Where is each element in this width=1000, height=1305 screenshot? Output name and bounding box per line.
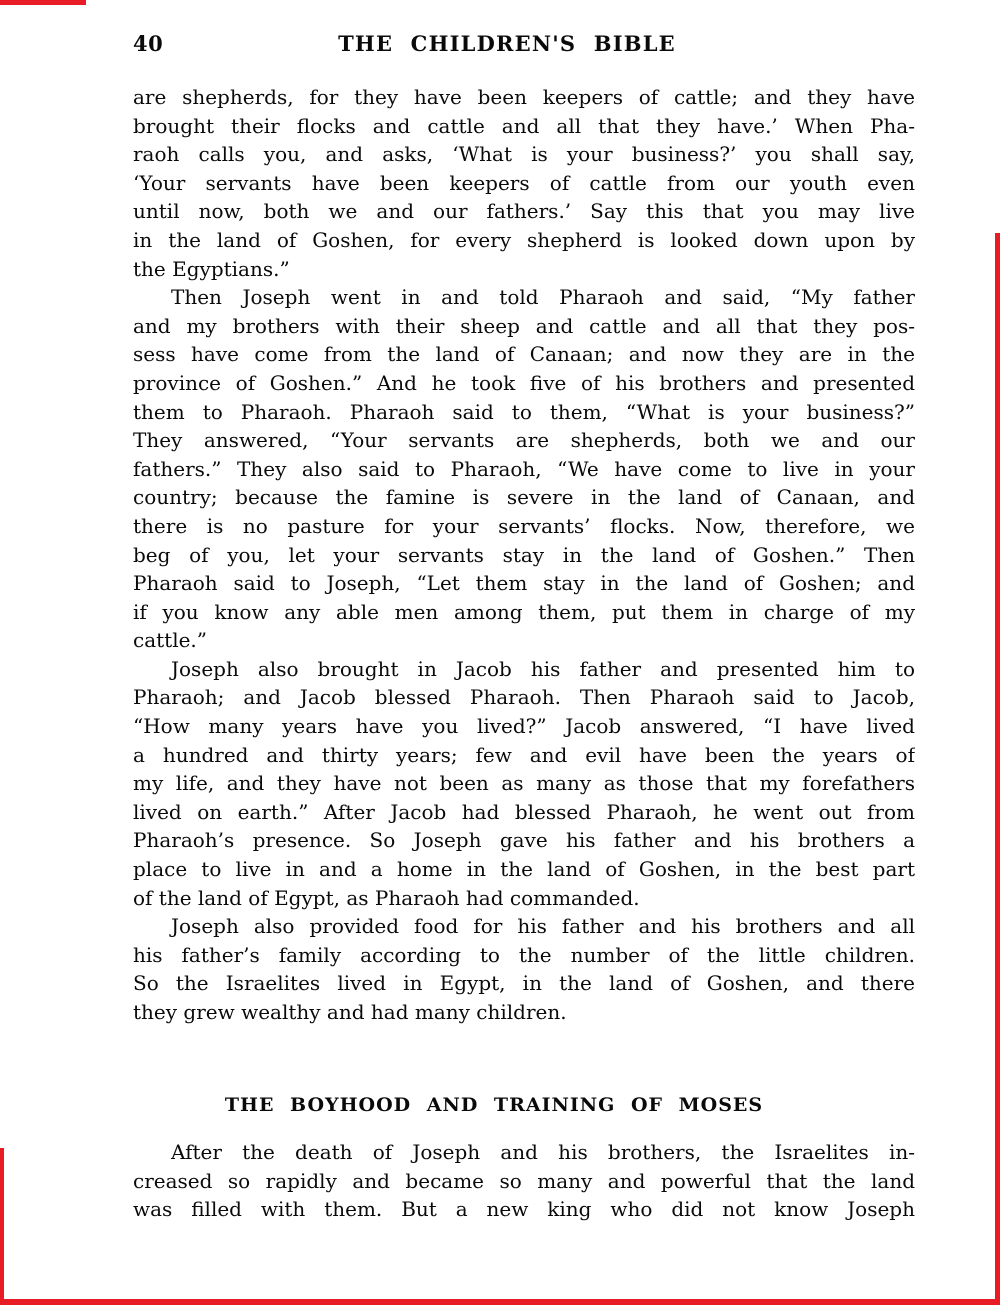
running-title: THE CHILDREN'S BIBLE [338,31,676,56]
text-line: sess have come from the land of Canaan; and now they are in the [133,342,915,367]
text-line: ‘Your servants have been keepers of cattle from our youth even [133,170,915,195]
text-line: They answered, “Your servants are shepherds, both we and our [133,428,915,453]
text-line: Joseph also provided food for his father and his brothers and all [171,914,915,939]
text-line: After the death of Joseph and his brothers, the Israelites in- [171,1140,915,1165]
text-line: Pharaoh said to Joseph, “Let them stay in the land of Goshen; and [133,571,915,596]
text-line: a hundred and thirty years; few and evil have been the years of [133,742,915,767]
paragraph [133,912,915,1026]
text-line: them to Pharaoh. Pharaoh said to them, “What is your business?” [133,399,915,424]
text-line: Pharaoh; and Jacob blessed Pharaoh. Then Pharaoh said to Jacob, [133,685,915,710]
text-line: country; because the famine is severe in the land of Canaan, and [133,485,915,510]
text-line: brought their flocks and cattle and all that they have.’ When Pha- [133,113,915,138]
right-edge-mark [995,233,1000,1305]
page-number: 40 [133,31,164,56]
text-line: there is no pasture for your servants’ flocks. Now, therefore, we [133,513,915,538]
text-line: Then Joseph went in and told Pharaoh and said, “My father [171,285,915,310]
text-line: creased so rapidly and became so many and powerful that the land [133,1168,915,1193]
text-line: if you know any able men among them, put them in charge of my [133,599,915,624]
text-line: raoh calls you, and asks, ‘What is your business?’ you shall say, [133,142,915,167]
paragraph [133,83,915,283]
text-line: they grew wealthy and had many children. [133,1000,567,1024]
paragraph [133,1138,915,1224]
paragraph [133,283,915,655]
text-line: of the land of Egypt, as Pharaoh had commanded. [133,885,640,910]
left-edge-mark [0,1148,4,1305]
text-line: Joseph also brought in Jacob his father and presented him to [171,656,915,681]
text-line: province of Goshen.” And he took five of his brothers and presented [133,370,915,395]
text-line: beg of you, let your servants stay in the land of Goshen.” Then [133,542,915,567]
text-line: was filled with them. But a new king who did not know Joseph [133,1197,915,1222]
section-heading: THE BOYHOOD AND TRAINING OF MOSES [224,1093,764,1116]
page-body [133,83,915,1224]
text-line: the Egyptians.” [133,256,290,281]
text-line: are shepherds, for they have been keepers of cattle; and they have [133,85,915,109]
text-line: So the Israelites lived in Egypt, in the land of Goshen, and there [133,971,915,996]
text-line: in the land of Goshen, for every shepherd is looked down upon by [133,227,915,252]
text-line: “How many years have you lived?” Jacob answered, “I have lived [133,714,915,739]
text-line: my life, and they have not been as many as those that my forefathers [133,771,915,796]
text-line: fathers.” They also said to Pharaoh, “We have come to live in your [133,456,915,481]
text-line: and my brothers with their sheep and cattle and all that they pos- [133,313,915,338]
text-line: until now, both we and our fathers.’ Say this that you may live [133,199,915,224]
top-left-edge-mark [0,0,86,5]
paragraph [133,655,915,912]
text-line: cattle.” [133,628,208,653]
text-line: place to live in and a home in the land of Goshen, in the best part [133,857,915,882]
text-line: Pharaoh’s presence. So Joseph gave his father and his brothers a [133,828,915,853]
text-line: his father’s family according to the number of the little children. [133,942,915,967]
text-line: lived on earth.” After Jacob had blessed Pharaoh, he went out from [133,799,915,824]
page-header [133,31,915,57]
bottom-edge-mark [0,1299,1000,1305]
